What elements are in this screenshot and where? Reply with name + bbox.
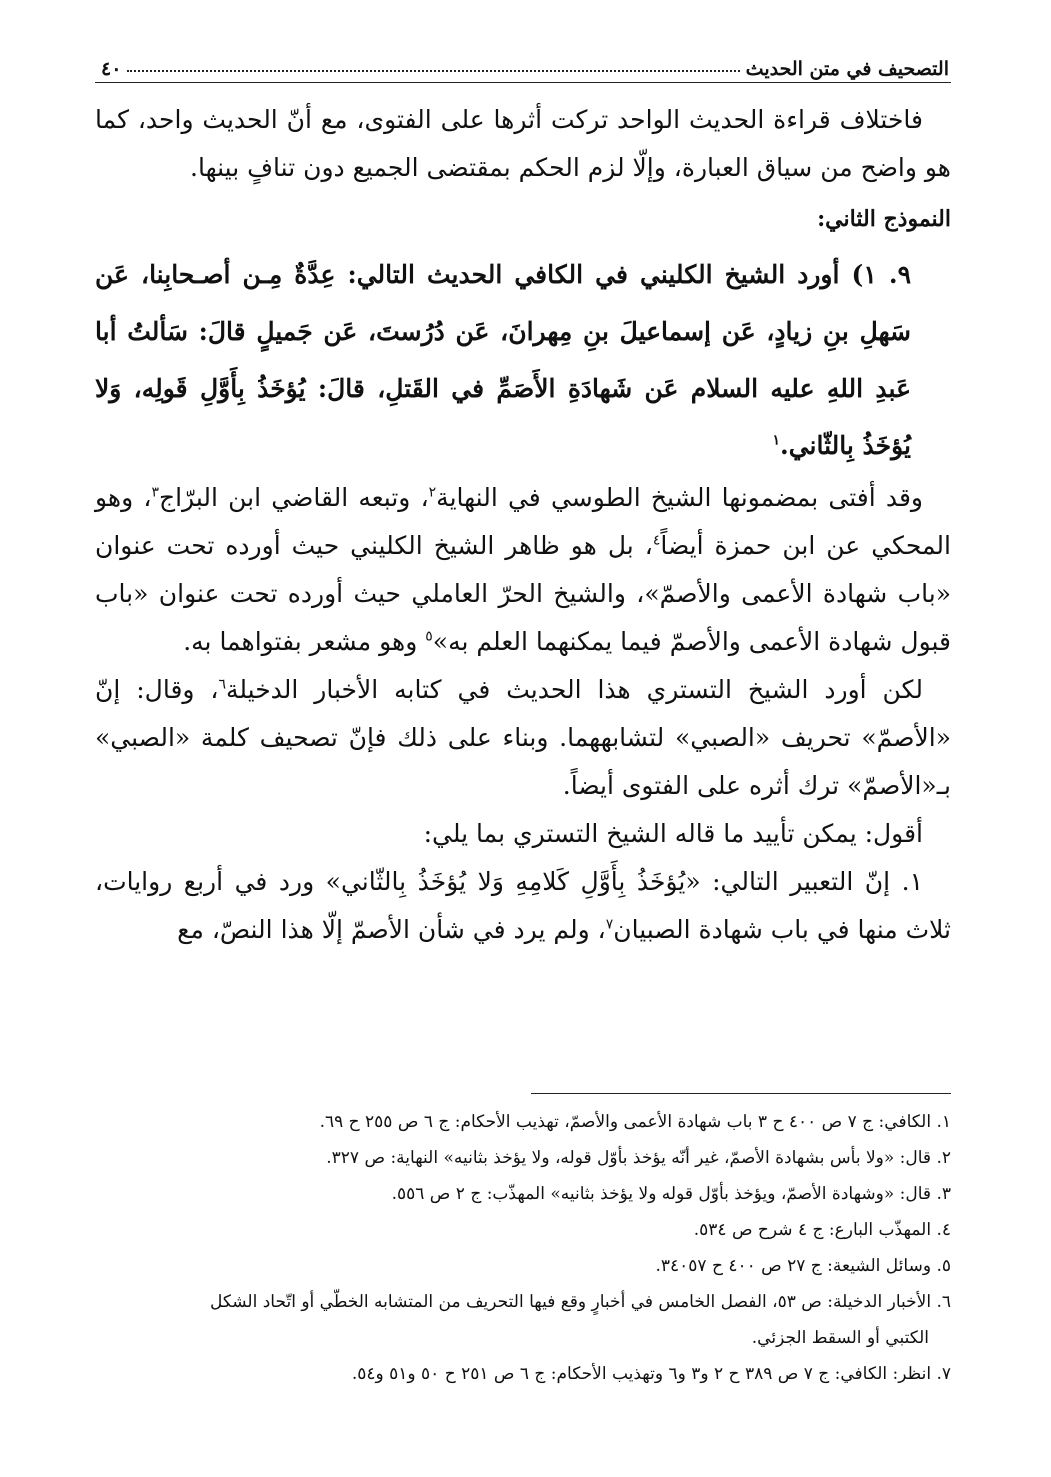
- p5-text-a: ١. إنّ التعبير التالي: «يُؤخَذُ بِأَوَّلِ كَلامِهِ وَلا يُؤخَذُ بِالثّاني» ورد في أربع روايات، ثلاث منها في باب شهادة الصبيان: [95, 867, 951, 944]
- footnote-4: ٤. المهذّب البارع: ج ٤ شرح ص ٥٣٤.: [693, 1220, 951, 1240]
- page-number: ٤٠: [101, 58, 122, 80]
- paragraph-5: [95, 858, 951, 954]
- p3-text-b: ، وقال: إنّ «الأصمّ» تحريف «الصبي» لتشابههما. وبناء على ذلك فإنّ تصحيف كلمة «الصبي» بـ«الأصمّ» ترك أثره على الفتوى أيضاً.: [95, 675, 951, 800]
- footnote-5: ٥. وسائل الشيعة: ج ٢٧ ص ٤٠٠ ح ٣٤٠٥٧.: [655, 1256, 951, 1276]
- p2-text-a: وقد أفتى بمضمونها الشيخ الطوسي في النهاية: [436, 483, 923, 512]
- p2-text-d: ، بل هو ظاهر الشيخ الكليني حيث أورده تحت عنوان «باب شهادة الأعمى والأصمّ»، والشيخ الحرّ العاملي حيث أورده تحت عنوان «باب قبول شهادة الأعمى والأصمّ فيما يمكنهما العلم به»: [95, 531, 951, 656]
- footnote-ref-1[interactable]: ١: [772, 432, 780, 449]
- quote-text: أورد الشيخ الكليني في الكافي الحديث التالي: عِدَّةٌ مِـن أصـحابِنا، عَن سَهلِ بنِ زيادٍ، عَن إسماعيلَ بنِ مِهرانَ، عَن دُرُستَ، عَن جَميلٍ قالَ: سَألتُ أبا عَبدِ اللهِ عليه السلام عَن شَهادَةِ الأَصَمِّ في القَتلِ، قالَ: يُؤخَذُ بِأَوَّلِ قَولِه، وَلا يُؤخَذُ بِالثّاني.: [95, 260, 911, 460]
- p2-text-c: ، وهو المحكي عن ابن حمزة أيضاً: [95, 483, 951, 560]
- footnote-6: ٦. الأخبار الدخيلة: ص ٥٣، الفصل الخامس في أخبارٍ وقع فيها التحريف من المتشابه الخطّي أو اتّحاد الشكل: [210, 1292, 951, 1312]
- footnote-ref-7[interactable]: ٧: [605, 916, 614, 933]
- running-title: التصحيف في متن الحديث: [745, 58, 949, 80]
- footnote-ref-4[interactable]: ٤: [652, 532, 661, 549]
- header-dot-leader: [127, 70, 739, 72]
- footnote-separator: [531, 1093, 951, 1094]
- paragraph-3: [95, 666, 951, 810]
- paragraph-4: أقول: يمكن تأييد ما قاله الشيخ التستري بما يلي:: [423, 819, 923, 848]
- footnote-1: ١. الكافي: ج ٧ ص ٤٠٠ ح ٣ باب شهادة الأعمى والأصمّ، تهذيب الأحكام: ج ٦ ص ٢٥٥ ح ٦٩.: [319, 1112, 951, 1132]
- running-header: [95, 40, 951, 80]
- section-heading: النموذج الثاني:: [817, 206, 951, 232]
- book-page: [95, 0, 951, 1477]
- p3-text-a: لكن أورد الشيخ التستري هذا الحديث في كتابه الأخبار الدخيلة: [226, 675, 923, 704]
- footnote-3: ٣. قال: «وشهادة الأصمّ، ويؤخذ بأوّل قوله ولا يؤخذ بثانيه» المهذّب: ج ٢ ص ٥٥٦.: [391, 1184, 951, 1204]
- footnote-ref-2[interactable]: ٢: [428, 484, 437, 501]
- footnote-ref-5[interactable]: ٥: [425, 628, 433, 645]
- p2-text-b: ، وتبعه القاضي ابن البرّاج: [158, 483, 429, 512]
- footnotes: [95, 1104, 951, 1392]
- header-rule: [95, 82, 951, 83]
- footnote-2: ٢. قال: «ولا بأس بشهادة الأصمّ، غير أنّه يؤخذ بأوّل قوله، ولا يؤخذ بثانيه» النهاية: ص ٣٢٧.: [326, 1148, 951, 1168]
- footnote-7: ٧. انظر: الكافي: ج ٧ ص ٣٨٩ ح ٢ و٣ و٦ وتهذيب الأحكام: ج ٦ ص ٢٥١ ح ٥٠ و٥١ و٥٤.: [351, 1364, 951, 1384]
- p5-text-b: ، ولم يرد في شأن الأصمّ إلّا هذا النصّ، مع: [177, 915, 606, 944]
- main-text: [95, 96, 951, 954]
- quote-number: ٩. ١): [851, 260, 911, 289]
- p2-text-e: وهو مشعر بفتواهما به.: [183, 627, 426, 656]
- footnote-ref-3[interactable]: ٣: [151, 484, 159, 501]
- footnote-ref-6[interactable]: ٦: [218, 676, 226, 693]
- paragraph-1: فاختلاف قراءة الحديث الواحد تركت أثرها على الفتوى، مع أنّ الحديث واحد، كما هو واضح من سياق العبارة، وإلّا لزم الحكم بمقتضى الجميع دون تنافٍ بينها.: [95, 105, 951, 182]
- paragraph-2: [95, 474, 951, 666]
- footnote-6-continued: الكتبي أو السقط الجزئي.: [751, 1328, 929, 1348]
- hadith-quote: [95, 246, 951, 474]
